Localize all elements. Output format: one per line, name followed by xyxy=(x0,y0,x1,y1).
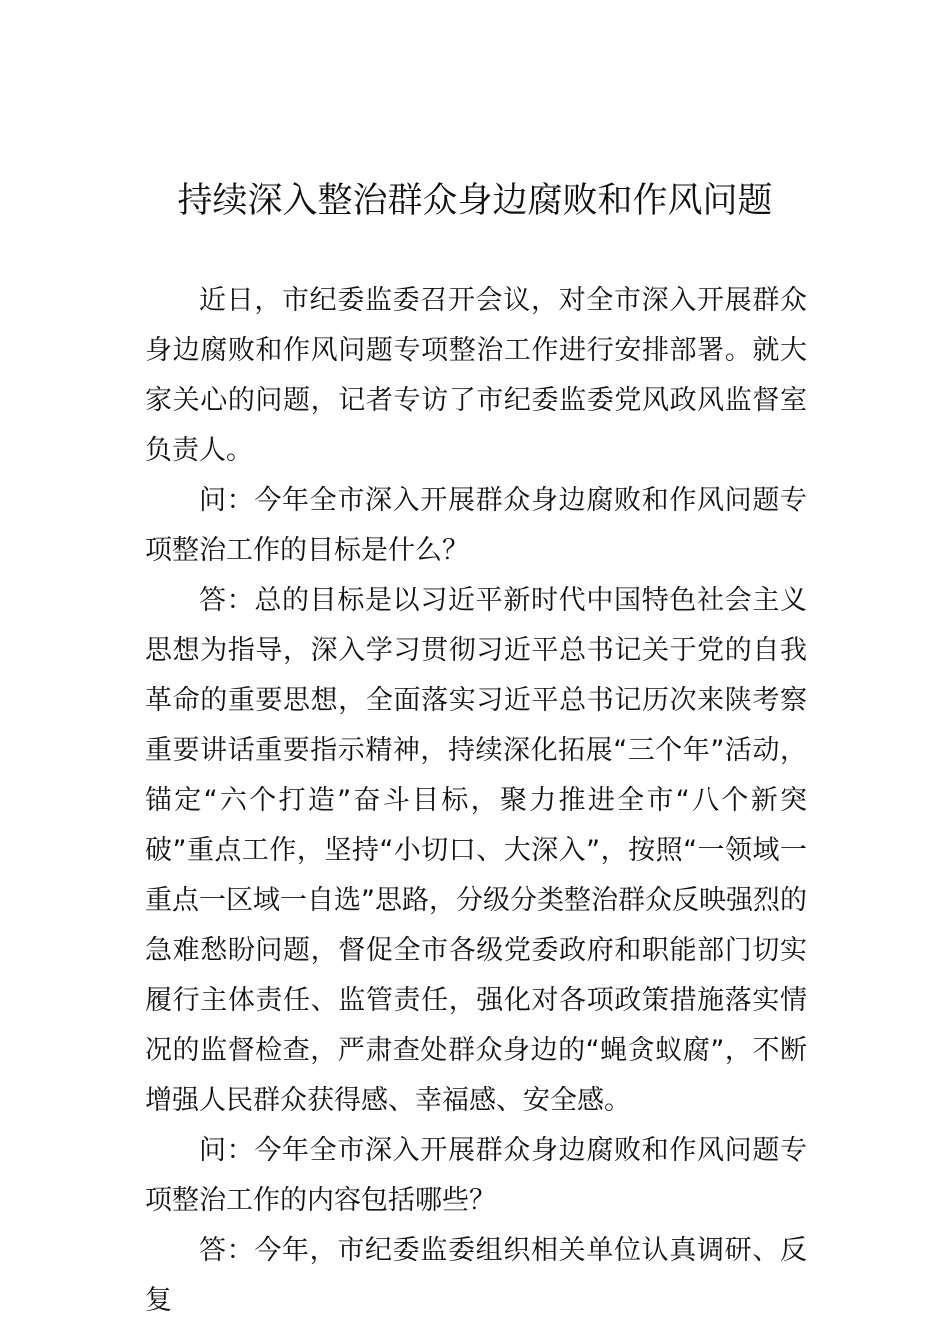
paragraph-question-goal: 问：今年全市深入开展群众身边腐败和作风问题专项整治工作的目标是什么？ xyxy=(145,485,807,566)
document-title: 持续深入整治群众身边腐败和作风问题 xyxy=(177,181,773,221)
paragraph-answer-goal: 答：总的目标是以习近平新时代中国特色社会主义思想为指导，深入学习贯彻习近平总书记关于党的自我革命的重要思想，全面落实习近平总书记历次来陕考察重要讲话重要指示精神，持续深化拓展“三个年”活动，锚定“六个打造”奋斗目标，聚力推进全市“八个新突破”重点工作，坚持“小切口、大深入”，按照“一领域一重点一区域一自选”思路，分级分类整治群众反映强烈的急难愁盼问题，督促全市各级党委政府和职能部门切实履行主体责任、监管责任，强化对各项政策措施落实情况的监督检查，严肃查处群众身边的“蝇贪蚁腐”，不断增强人民群众获得感、幸福感、安全感。 xyxy=(145,585,807,1116)
paragraph-intro: 近日，市纪委监委召开会议，对全市深入开展群众身边腐败和作风问题专项整治工作进行安排部署。就大家关心的问题，记者专访了市纪委监委党风政风监督室负责人。 xyxy=(145,285,807,466)
document-body xyxy=(145,276,807,1326)
paragraph-question-content: 问：今年全市深入开展群众身边腐败和作风问题专项整治工作的内容包括哪些？ xyxy=(145,1135,807,1216)
paragraph-answer-content: 答：今年，市纪委监委组织相关单位认真调研、反复 xyxy=(145,1235,807,1316)
